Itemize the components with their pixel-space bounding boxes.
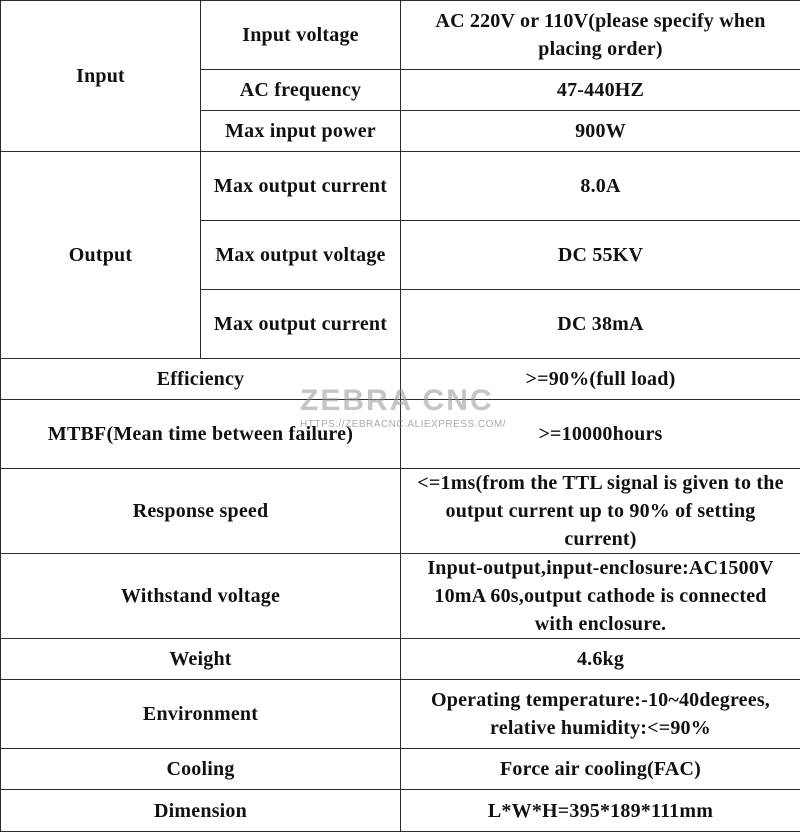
value-input-voltage: AC 220V or 110V(please specify when placing order) [401, 1, 800, 70]
value-response-speed: <=1ms(from the TTL signal is given to the output current up to 90% of setting current) [401, 469, 800, 554]
table-row [1, 749, 800, 790]
value-dimension: L*W*H=395*189*111mm [401, 790, 800, 832]
table-row [1, 554, 800, 639]
table-row [1, 639, 800, 680]
param-input-voltage: Input voltage [201, 1, 401, 70]
value-weight: 4.6kg [401, 639, 800, 680]
group-label-output: Output [1, 152, 201, 359]
value-cooling: Force air cooling(FAC) [401, 749, 800, 790]
label-withstand-voltage: Withstand voltage [1, 554, 401, 639]
value-withstand-voltage: Input-output,input-enclosure:AC1500V 10mA 60s,output cathode is connected with enclosure. [401, 554, 800, 639]
param-ac-frequency: AC frequency [201, 70, 401, 111]
group-label-input: Input [1, 1, 201, 152]
value-max-output-voltage: DC 55KV [401, 221, 800, 290]
watermark-logo: ZEBRA CNC [300, 385, 540, 417]
param-max-input-power: Max input power [201, 111, 401, 152]
table-row [1, 359, 800, 400]
watermark-url: HTTPS://ZEBRACNC.ALIEXPRESS.COM/ [300, 419, 540, 431]
value-efficiency: >=90%(full load) [401, 359, 800, 400]
label-response-speed: Response speed [1, 469, 401, 554]
value-ac-frequency: 47-440HZ [401, 70, 800, 111]
label-weight: Weight [1, 639, 401, 680]
param-max-output-voltage: Max output voltage [201, 221, 401, 290]
table-row [1, 152, 800, 221]
label-environment: Environment [1, 680, 401, 749]
table-row [1, 400, 800, 469]
table-row [1, 1, 800, 70]
value-max-output-current: 8.0A [401, 152, 800, 221]
label-efficiency: Efficiency [1, 359, 401, 400]
value-max-output-current-2: DC 38mA [401, 290, 800, 359]
label-dimension: Dimension [1, 790, 401, 832]
table-row [1, 469, 800, 554]
value-environment: Operating temperature:-10~40degrees, relative humidity:<=90% [401, 680, 800, 749]
value-max-input-power: 900W [401, 111, 800, 152]
param-max-output-current-2: Max output current [201, 290, 401, 359]
label-mtbf: MTBF(Mean time between failure) [1, 400, 401, 469]
table-row [1, 790, 800, 832]
param-max-output-current: Max output current [201, 152, 401, 221]
value-mtbf: >=10000hours [401, 400, 800, 469]
label-cooling: Cooling [1, 749, 401, 790]
table-row [1, 680, 800, 749]
